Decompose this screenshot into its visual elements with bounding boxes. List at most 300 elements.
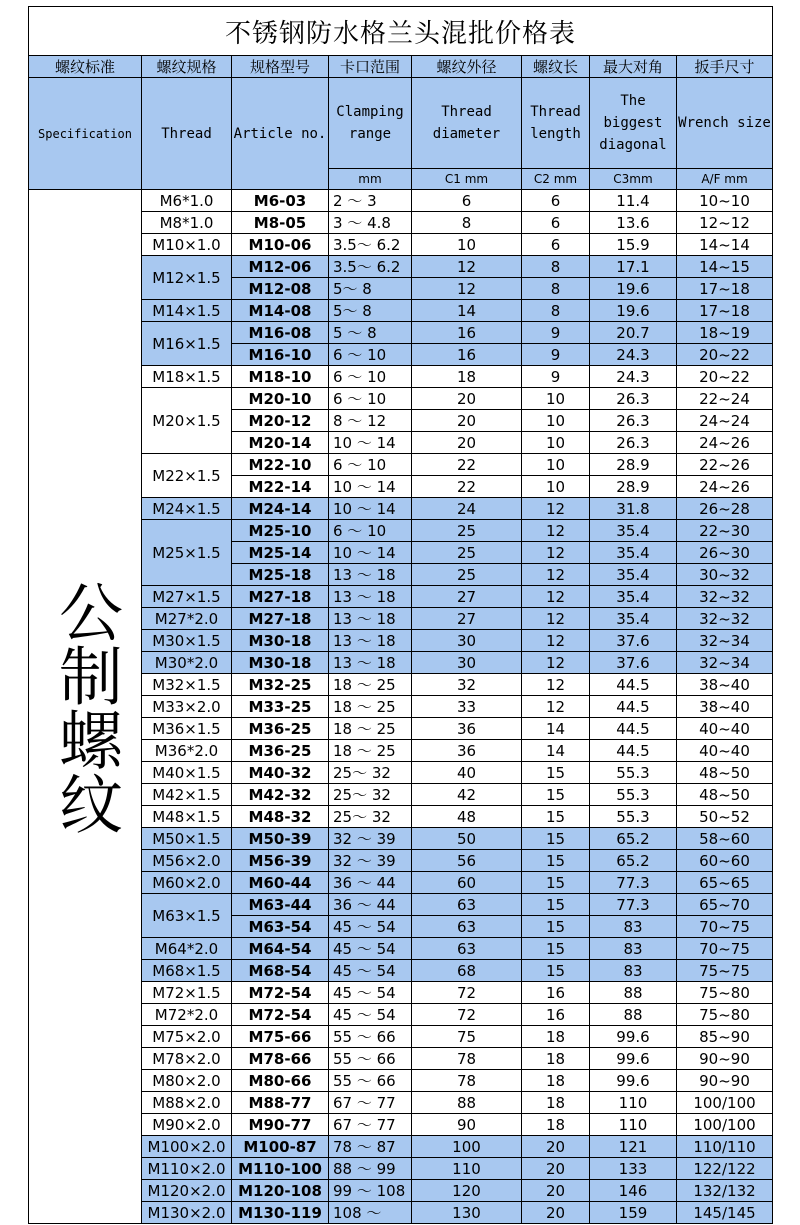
thread-cell: M18×1.5 (142, 366, 232, 388)
af-cell: 20~22 (677, 344, 773, 366)
article-cell: M22-14 (232, 476, 329, 498)
c3-cell: 65.2 (590, 828, 677, 850)
c1-cell: 120 (412, 1180, 522, 1202)
clamp-cell: 10 ～ 14 (329, 432, 412, 454)
group-label-metric: 公制螺纹 (29, 190, 142, 1224)
c1-cell: 16 (412, 322, 522, 344)
thread-cell: M30×1.5 (142, 630, 232, 652)
article-cell: M50-39 (232, 828, 329, 850)
c1-cell: 42 (412, 784, 522, 806)
c3-cell: 55.3 (590, 806, 677, 828)
c1-cell: 27 (412, 608, 522, 630)
c1-cell: 90 (412, 1114, 522, 1136)
c2-cell: 20 (522, 1180, 590, 1202)
article-cell: M32-25 (232, 674, 329, 696)
c2-cell: 15 (522, 806, 590, 828)
c2-cell: 9 (522, 322, 590, 344)
c1-cell: 20 (412, 388, 522, 410)
clamp-cell: 55 ～ 66 (329, 1048, 412, 1070)
af-cell: 38~40 (677, 674, 773, 696)
c2-cell: 20 (522, 1136, 590, 1158)
c2-cell: 9 (522, 366, 590, 388)
c1-cell: 12 (412, 278, 522, 300)
c3-cell: 17.1 (590, 256, 677, 278)
thread-cell: M27*2.0 (142, 608, 232, 630)
thread-cell: M60×2.0 (142, 872, 232, 894)
article-cell: M88-77 (232, 1092, 329, 1114)
c1-cell: 63 (412, 894, 522, 916)
c1-cell: 50 (412, 828, 522, 850)
af-cell: 145/145 (677, 1202, 773, 1224)
clamp-cell: 13 ～ 18 (329, 586, 412, 608)
c3-cell: 15.9 (590, 234, 677, 256)
c3-cell: 65.2 (590, 850, 677, 872)
c2-cell: 10 (522, 388, 590, 410)
clamp-cell: 55 ～ 66 (329, 1070, 412, 1092)
af-cell: 40~40 (677, 718, 773, 740)
af-cell: 18~19 (677, 322, 773, 344)
header-cn-wrench: 扳手尺寸 (677, 56, 773, 78)
c2-cell: 12 (522, 586, 590, 608)
af-cell: 38~40 (677, 696, 773, 718)
article-cell: M48-32 (232, 806, 329, 828)
thread-cell: M20×1.5 (142, 388, 232, 454)
af-cell: 65~70 (677, 894, 773, 916)
af-cell: 58~60 (677, 828, 773, 850)
c2-cell: 18 (522, 1048, 590, 1070)
c1-cell: 40 (412, 762, 522, 784)
article-cell: M80-66 (232, 1070, 329, 1092)
thread-cell: M90×2.0 (142, 1114, 232, 1136)
af-cell: 22~30 (677, 520, 773, 542)
c1-cell: 63 (412, 938, 522, 960)
af-cell: 75~80 (677, 1004, 773, 1026)
c2-cell: 15 (522, 762, 590, 784)
c2-cell: 18 (522, 1114, 590, 1136)
article-cell: M27-18 (232, 608, 329, 630)
c1-cell: 78 (412, 1048, 522, 1070)
c3-cell: 83 (590, 916, 677, 938)
clamp-cell: 88 ～ 99 (329, 1158, 412, 1180)
c1-cell: 72 (412, 1004, 522, 1026)
article-cell: M16-08 (232, 322, 329, 344)
c1-cell: 63 (412, 916, 522, 938)
af-cell: 32~34 (677, 630, 773, 652)
c1-cell: 30 (412, 652, 522, 674)
af-cell: 17~18 (677, 300, 773, 322)
thread-cell: M63×1.5 (142, 894, 232, 938)
af-cell: 32~34 (677, 652, 773, 674)
c1-cell: 48 (412, 806, 522, 828)
header-en-diagonal: The biggest diagonal (590, 78, 677, 169)
af-cell: 14~14 (677, 234, 773, 256)
clamp-cell: 13 ～ 18 (329, 630, 412, 652)
header-cn-diagonal: 最大对角 (590, 56, 677, 78)
c2-cell: 15 (522, 828, 590, 850)
thread-cell: M30*2.0 (142, 652, 232, 674)
af-cell: 90~90 (677, 1048, 773, 1070)
article-cell: M72-54 (232, 1004, 329, 1026)
c2-cell: 16 (522, 1004, 590, 1026)
header-cn-specification: 螺纹标准 (29, 56, 142, 78)
c1-cell: 27 (412, 586, 522, 608)
thread-cell: M78×2.0 (142, 1048, 232, 1070)
unit-c2: C2 mm (522, 169, 590, 190)
article-cell: M30-18 (232, 630, 329, 652)
c2-cell: 12 (522, 652, 590, 674)
c3-cell: 35.4 (590, 520, 677, 542)
clamp-cell: 5～ 8 (329, 278, 412, 300)
article-cell: M63-44 (232, 894, 329, 916)
header-en-thread: Thread (142, 78, 232, 190)
c3-cell: 11.4 (590, 190, 677, 212)
clamp-cell: 108 ～ (329, 1202, 412, 1224)
af-cell: 40~40 (677, 740, 773, 762)
thread-cell: M75×2.0 (142, 1026, 232, 1048)
table-body (29, 190, 773, 1224)
c3-cell: 20.7 (590, 322, 677, 344)
c1-cell: 22 (412, 476, 522, 498)
c3-cell: 13.6 (590, 212, 677, 234)
table-title: 不锈钢防水格兰头混批价格表 (29, 7, 773, 56)
article-cell: M75-66 (232, 1026, 329, 1048)
thread-cell: M14×1.5 (142, 300, 232, 322)
clamp-cell: 10 ～ 14 (329, 498, 412, 520)
article-cell: M100-87 (232, 1136, 329, 1158)
c2-cell: 8 (522, 278, 590, 300)
header-en-clamping: Clamping range (329, 78, 412, 169)
c3-cell: 37.6 (590, 630, 677, 652)
article-cell: M78-66 (232, 1048, 329, 1070)
thread-cell: M25×1.5 (142, 520, 232, 586)
c3-cell: 24.3 (590, 366, 677, 388)
clamp-cell: 45 ～ 54 (329, 982, 412, 1004)
article-cell: M14-08 (232, 300, 329, 322)
article-cell: M8-05 (232, 212, 329, 234)
clamp-cell: 3 ～ 4.8 (329, 212, 412, 234)
af-cell: 48~50 (677, 762, 773, 784)
c2-cell: 16 (522, 982, 590, 1004)
clamp-cell: 36 ～ 44 (329, 872, 412, 894)
thread-cell: M56×2.0 (142, 850, 232, 872)
thread-cell: M40×1.5 (142, 762, 232, 784)
article-cell: M20-12 (232, 410, 329, 432)
clamp-cell: 18 ～ 25 (329, 718, 412, 740)
c1-cell: 32 (412, 674, 522, 696)
article-cell: M25-14 (232, 542, 329, 564)
af-cell: 70~75 (677, 938, 773, 960)
clamp-cell: 32 ～ 39 (329, 828, 412, 850)
af-cell: 24~24 (677, 410, 773, 432)
header-en-thread-length: Thread length (522, 78, 590, 169)
c1-cell: 88 (412, 1092, 522, 1114)
thread-cell: M36*2.0 (142, 740, 232, 762)
c3-cell: 88 (590, 1004, 677, 1026)
article-cell: M36-25 (232, 740, 329, 762)
unit-c3: C3mm (590, 169, 677, 190)
c1-cell: 20 (412, 410, 522, 432)
c1-cell: 75 (412, 1026, 522, 1048)
af-cell: 20~22 (677, 366, 773, 388)
c2-cell: 12 (522, 498, 590, 520)
c1-cell: 22 (412, 454, 522, 476)
clamp-cell: 6 ～ 10 (329, 366, 412, 388)
header-row-cn (29, 56, 773, 78)
af-cell: 70~75 (677, 916, 773, 938)
c3-cell: 28.9 (590, 476, 677, 498)
header-cn-thread: 螺纹规格 (142, 56, 232, 78)
c2-cell: 14 (522, 740, 590, 762)
article-cell: M12-08 (232, 278, 329, 300)
af-cell: 132/132 (677, 1180, 773, 1202)
c3-cell: 99.6 (590, 1048, 677, 1070)
af-cell: 122/122 (677, 1158, 773, 1180)
clamp-cell: 5 ～ 8 (329, 322, 412, 344)
c3-cell: 26.3 (590, 432, 677, 454)
c1-cell: 72 (412, 982, 522, 1004)
price-table-container (28, 6, 772, 1224)
thread-cell: M24×1.5 (142, 498, 232, 520)
thread-cell: M88×2.0 (142, 1092, 232, 1114)
header-cn-thread-length: 螺纹长 (522, 56, 590, 78)
clamp-cell: 10 ～ 14 (329, 542, 412, 564)
c2-cell: 9 (522, 344, 590, 366)
thread-cell: M120×2.0 (142, 1180, 232, 1202)
clamp-cell: 6 ～ 10 (329, 454, 412, 476)
c1-cell: 60 (412, 872, 522, 894)
af-cell: 65~65 (677, 872, 773, 894)
article-cell: M22-10 (232, 454, 329, 476)
article-cell: M36-25 (232, 718, 329, 740)
c3-cell: 99.6 (590, 1026, 677, 1048)
article-cell: M40-32 (232, 762, 329, 784)
c1-cell: 14 (412, 300, 522, 322)
c2-cell: 12 (522, 520, 590, 542)
af-cell: 85~90 (677, 1026, 773, 1048)
thread-cell: M33×2.0 (142, 696, 232, 718)
c1-cell: 16 (412, 344, 522, 366)
c3-cell: 110 (590, 1114, 677, 1136)
c3-cell: 26.3 (590, 410, 677, 432)
unit-c1: C1 mm (412, 169, 522, 190)
c3-cell: 110 (590, 1092, 677, 1114)
thread-cell: M68×1.5 (142, 960, 232, 982)
thread-cell: M36×1.5 (142, 718, 232, 740)
header-en-wrench: Wrench size (677, 78, 773, 169)
price-table (28, 6, 773, 1224)
thread-cell: M80×2.0 (142, 1070, 232, 1092)
c3-cell: 26.3 (590, 388, 677, 410)
c3-cell: 55.3 (590, 784, 677, 806)
thread-cell: M12×1.5 (142, 256, 232, 300)
thread-cell: M6*1.0 (142, 190, 232, 212)
c2-cell: 8 (522, 300, 590, 322)
c3-cell: 83 (590, 960, 677, 982)
clamp-cell: 10 ～ 14 (329, 476, 412, 498)
clamp-cell: 18 ～ 25 (329, 674, 412, 696)
table-row (29, 190, 773, 212)
article-cell: M68-54 (232, 960, 329, 982)
clamp-cell: 25～ 32 (329, 762, 412, 784)
c1-cell: 25 (412, 564, 522, 586)
af-cell: 50~52 (677, 806, 773, 828)
af-cell: 100/100 (677, 1114, 773, 1136)
c2-cell: 12 (522, 696, 590, 718)
clamp-cell: 5～ 8 (329, 300, 412, 322)
c2-cell: 12 (522, 630, 590, 652)
clamp-cell: 78 ～ 87 (329, 1136, 412, 1158)
c2-cell: 15 (522, 850, 590, 872)
c2-cell: 18 (522, 1092, 590, 1114)
unit-af: A/F mm (677, 169, 773, 190)
article-cell: M56-39 (232, 850, 329, 872)
article-cell: M120-108 (232, 1180, 329, 1202)
af-cell: 32~32 (677, 608, 773, 630)
c2-cell: 14 (522, 718, 590, 740)
c2-cell: 18 (522, 1026, 590, 1048)
article-cell: M25-10 (232, 520, 329, 542)
c3-cell: 35.4 (590, 608, 677, 630)
c3-cell: 44.5 (590, 674, 677, 696)
af-cell: 17~18 (677, 278, 773, 300)
c2-cell: 10 (522, 454, 590, 476)
af-cell: 100/100 (677, 1092, 773, 1114)
c2-cell: 15 (522, 960, 590, 982)
article-cell: M6-03 (232, 190, 329, 212)
c2-cell: 15 (522, 784, 590, 806)
clamp-cell: 45 ～ 54 (329, 960, 412, 982)
clamp-cell: 36 ～ 44 (329, 894, 412, 916)
clamp-cell: 3.5～ 6.2 (329, 256, 412, 278)
header-en-specification: Specification (29, 78, 142, 190)
clamp-cell: 67 ～ 77 (329, 1114, 412, 1136)
c2-cell: 18 (522, 1070, 590, 1092)
c3-cell: 35.4 (590, 542, 677, 564)
header-en-thread-diameter: Thread diameter (412, 78, 522, 169)
thread-cell: M32×1.5 (142, 674, 232, 696)
af-cell: 32~32 (677, 586, 773, 608)
clamp-cell: 18 ～ 25 (329, 740, 412, 762)
c2-cell: 15 (522, 916, 590, 938)
c1-cell: 33 (412, 696, 522, 718)
article-cell: M20-10 (232, 388, 329, 410)
thread-cell: M27×1.5 (142, 586, 232, 608)
c2-cell: 20 (522, 1202, 590, 1224)
clamp-cell: 25～ 32 (329, 784, 412, 806)
article-cell: M130-119 (232, 1202, 329, 1224)
c1-cell: 10 (412, 234, 522, 256)
clamp-cell: 18 ～ 25 (329, 696, 412, 718)
c2-cell: 10 (522, 410, 590, 432)
c3-cell: 35.4 (590, 564, 677, 586)
af-cell: 48~50 (677, 784, 773, 806)
c1-cell: 25 (412, 542, 522, 564)
clamp-cell: 32 ～ 39 (329, 850, 412, 872)
af-cell: 75~80 (677, 982, 773, 1004)
c3-cell: 55.3 (590, 762, 677, 784)
af-cell: 26~30 (677, 542, 773, 564)
c1-cell: 68 (412, 960, 522, 982)
c3-cell: 44.5 (590, 696, 677, 718)
af-cell: 22~24 (677, 388, 773, 410)
c3-cell: 19.6 (590, 278, 677, 300)
c2-cell: 15 (522, 894, 590, 916)
c1-cell: 25 (412, 520, 522, 542)
c3-cell: 88 (590, 982, 677, 1004)
thread-cell: M16×1.5 (142, 322, 232, 366)
header-en-article: Article no. (232, 78, 329, 190)
clamp-cell: 3.5～ 6.2 (329, 234, 412, 256)
c3-cell: 31.8 (590, 498, 677, 520)
thread-cell: M8*1.0 (142, 212, 232, 234)
c1-cell: 12 (412, 256, 522, 278)
c3-cell: 77.3 (590, 894, 677, 916)
clamp-cell: 13 ～ 18 (329, 564, 412, 586)
c3-cell: 99.6 (590, 1070, 677, 1092)
clamp-cell: 45 ～ 54 (329, 916, 412, 938)
c2-cell: 15 (522, 872, 590, 894)
c1-cell: 18 (412, 366, 522, 388)
clamp-cell: 6 ～ 10 (329, 344, 412, 366)
article-cell: M72-54 (232, 982, 329, 1004)
article-cell: M90-77 (232, 1114, 329, 1136)
af-cell: 22~26 (677, 454, 773, 476)
c1-cell: 20 (412, 432, 522, 454)
c3-cell: 133 (590, 1158, 677, 1180)
c2-cell: 6 (522, 190, 590, 212)
clamp-cell: 6 ～ 10 (329, 388, 412, 410)
article-cell: M12-06 (232, 256, 329, 278)
c1-cell: 36 (412, 740, 522, 762)
c3-cell: 146 (590, 1180, 677, 1202)
c1-cell: 36 (412, 718, 522, 740)
c1-cell: 6 (412, 190, 522, 212)
thread-cell: M48×1.5 (142, 806, 232, 828)
article-cell: M16-10 (232, 344, 329, 366)
clamp-cell: 67 ～ 77 (329, 1092, 412, 1114)
c2-cell: 20 (522, 1158, 590, 1180)
article-cell: M33-25 (232, 696, 329, 718)
clamp-cell: 45 ～ 54 (329, 938, 412, 960)
c3-cell: 19.6 (590, 300, 677, 322)
article-cell: M60-44 (232, 872, 329, 894)
af-cell: 30~32 (677, 564, 773, 586)
article-cell: M25-18 (232, 564, 329, 586)
article-cell: M20-14 (232, 432, 329, 454)
af-cell: 26~28 (677, 498, 773, 520)
c2-cell: 12 (522, 542, 590, 564)
thread-cell: M50×1.5 (142, 828, 232, 850)
af-cell: 110/110 (677, 1136, 773, 1158)
article-cell: M30-18 (232, 652, 329, 674)
af-cell: 14~15 (677, 256, 773, 278)
thread-cell: M22×1.5 (142, 454, 232, 498)
c2-cell: 12 (522, 564, 590, 586)
clamp-cell: 13 ～ 18 (329, 608, 412, 630)
article-cell: M24-14 (232, 498, 329, 520)
c3-cell: 77.3 (590, 872, 677, 894)
c3-cell: 159 (590, 1202, 677, 1224)
c1-cell: 110 (412, 1158, 522, 1180)
header-cn-clamping: 卡口范围 (329, 56, 412, 78)
article-cell: M64-54 (232, 938, 329, 960)
af-cell: 60~60 (677, 850, 773, 872)
c2-cell: 12 (522, 608, 590, 630)
af-cell: 12~12 (677, 212, 773, 234)
c3-cell: 37.6 (590, 652, 677, 674)
clamp-cell: 13 ～ 18 (329, 652, 412, 674)
clamp-cell: 45 ～ 54 (329, 1004, 412, 1026)
